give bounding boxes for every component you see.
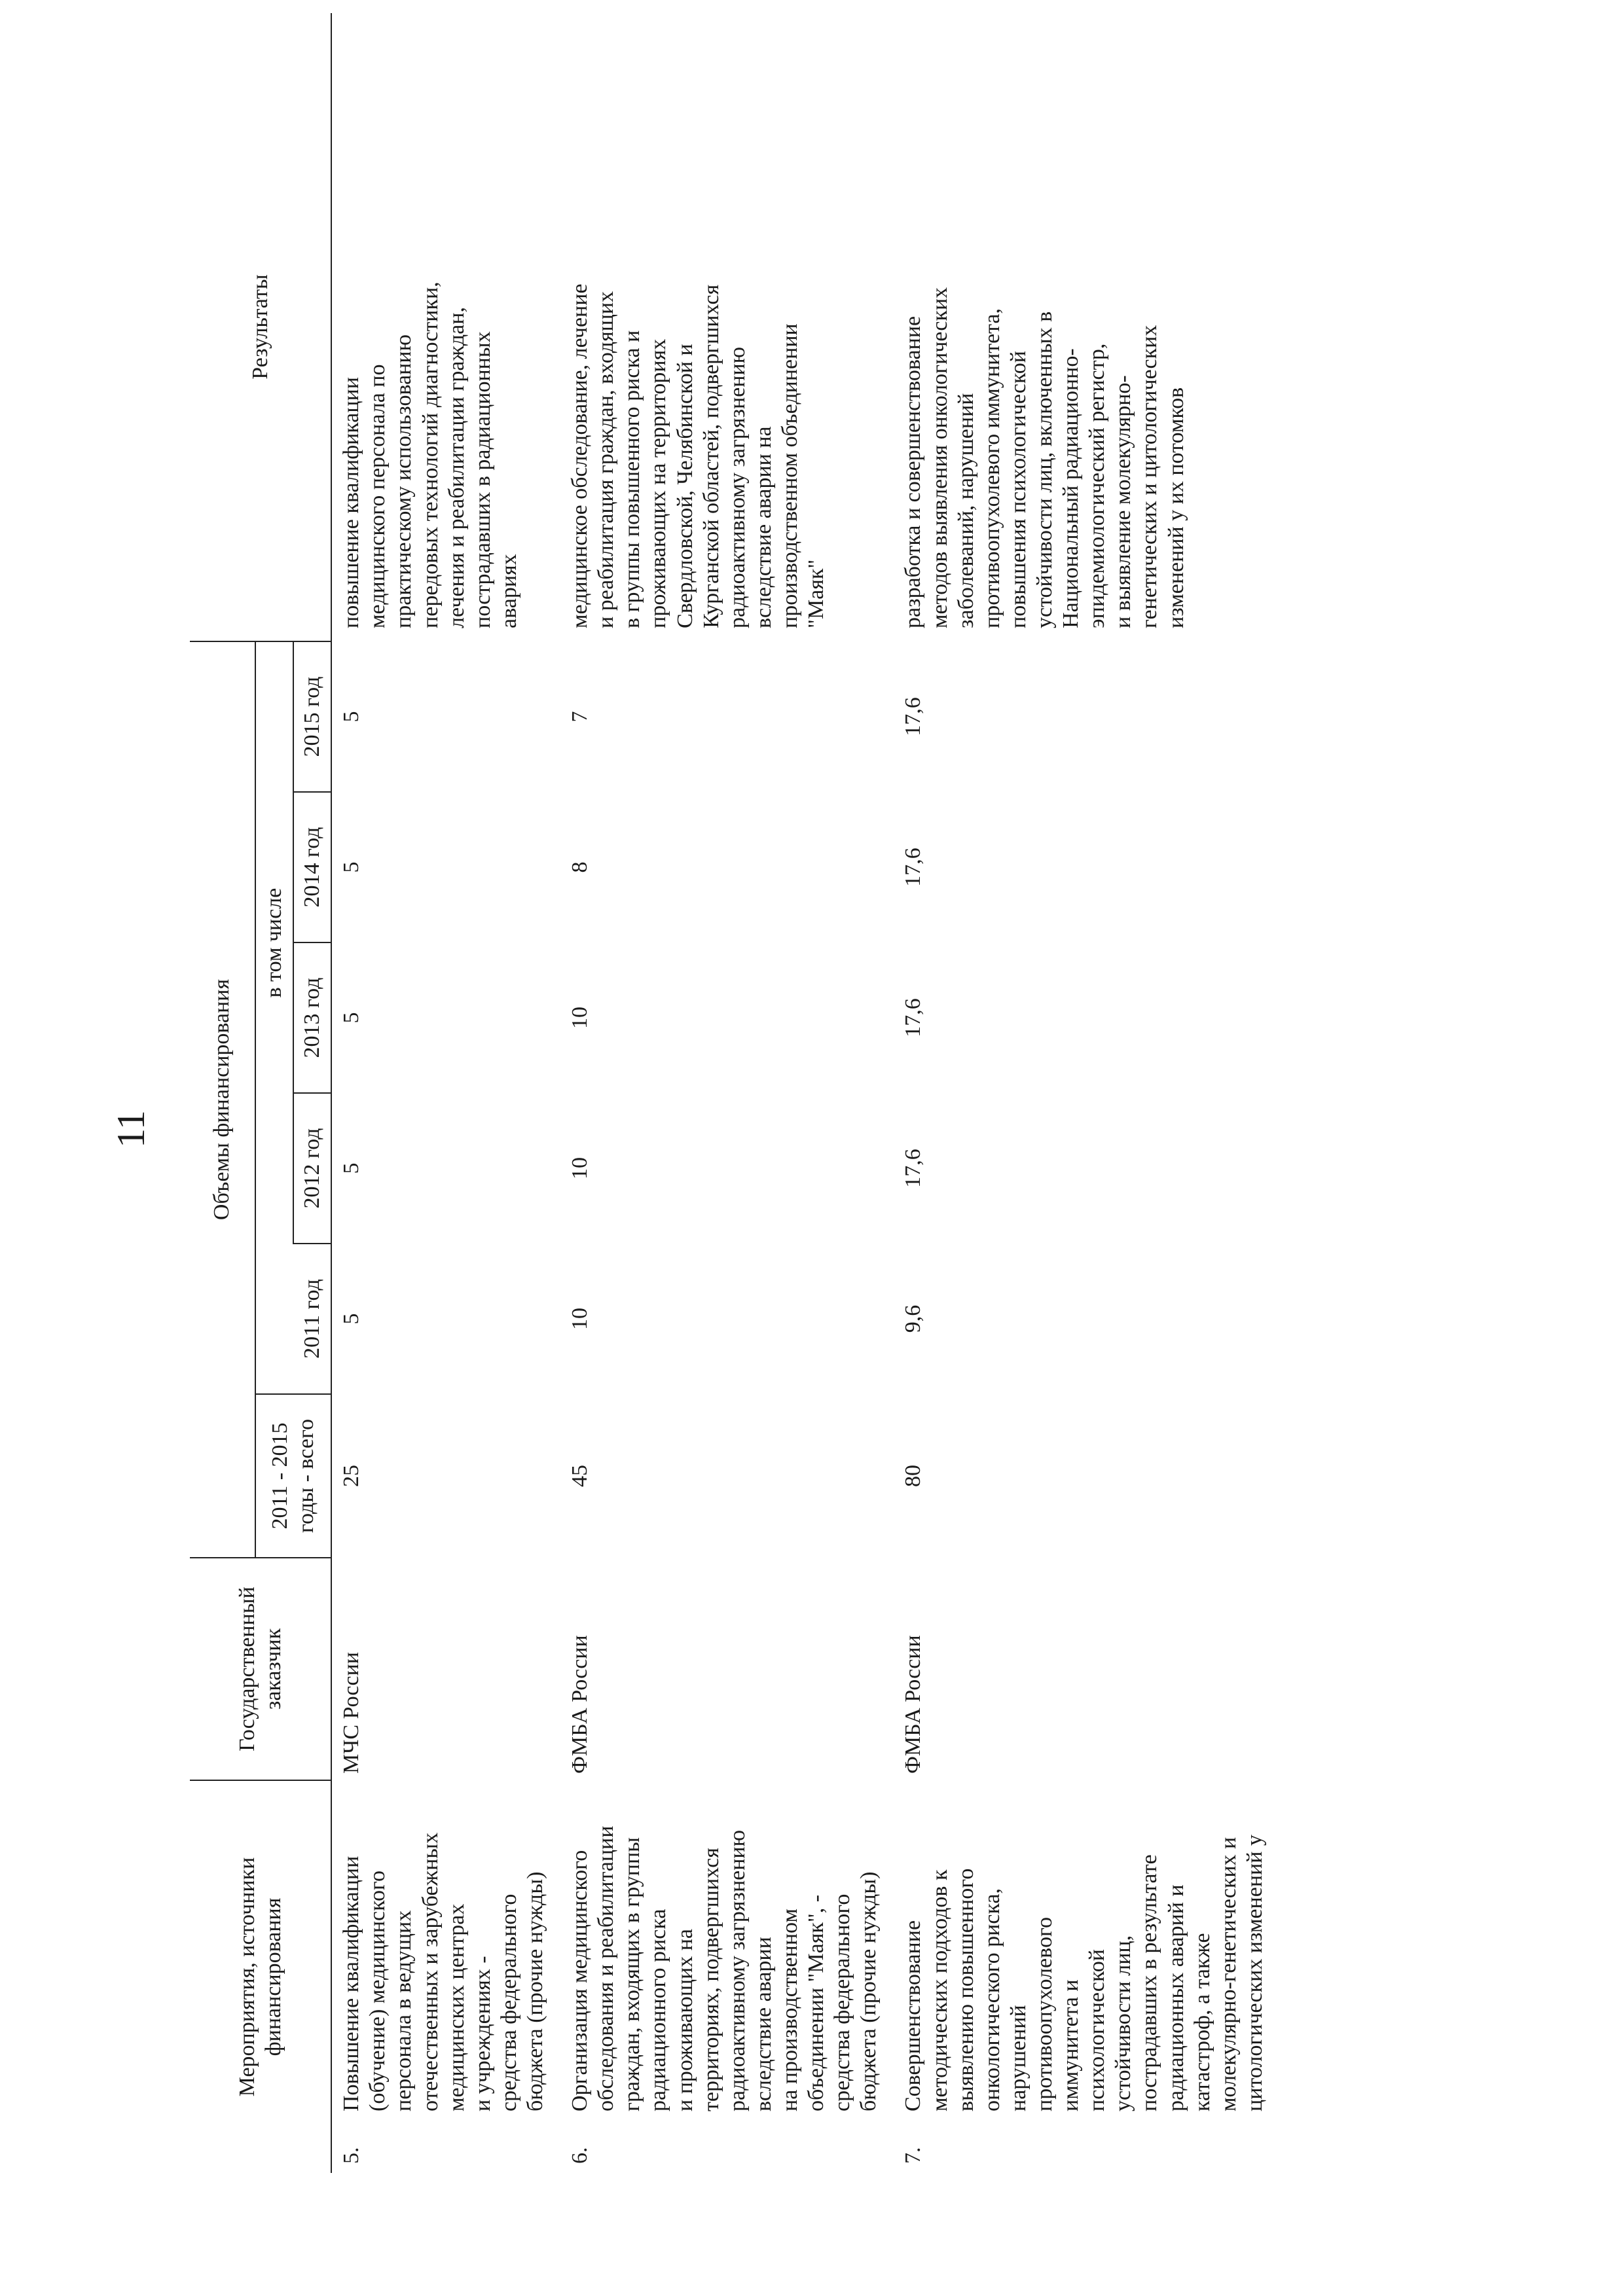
result-line: повышения психологической <box>1006 351 1030 628</box>
year-value-cell: 5 <box>339 1162 364 1174</box>
activity-line: обследования и реабилитации <box>594 1825 619 2111</box>
result-line: авариях <box>496 554 521 628</box>
activity-line: отечественных и зарубежных <box>418 1832 443 2111</box>
result-line: "Маяк" <box>804 559 829 628</box>
activity-line: Повышение квалификации <box>339 1856 364 2111</box>
header-including: в том числе <box>255 641 293 1244</box>
activity-line: радиоактивному загрязнению <box>725 1829 750 2111</box>
table-body <box>331 13 1280 2173</box>
header-year-2011: 2011 год <box>293 1244 331 1394</box>
header-financing: Объемы финансирования <box>190 641 255 1558</box>
result-line: генетических и цитологических <box>1137 325 1162 628</box>
result-cell <box>560 13 894 641</box>
header-year-2013: 2013 год <box>293 942 331 1093</box>
activity-line: (обучение) медицинского <box>365 1870 390 2111</box>
result-line: практическому использованию <box>392 334 416 628</box>
activity-line: иммунитета и <box>1059 1979 1084 2111</box>
result-line: Курганской областей, подвергшихся <box>699 284 723 628</box>
header-activities: Мероприятия, источники финансирования <box>190 1780 331 2173</box>
activity-line: онкологического риска, <box>979 1888 1004 2111</box>
activity-line: молекулярно-генетических и <box>1216 1837 1241 2111</box>
result-line: передовых технологий диагностики, <box>418 281 443 628</box>
result-line: и реабилитация граждан, входящих <box>594 291 619 628</box>
customer-cell: ФМБА России <box>568 1635 593 1774</box>
result-line: противоопухолевого иммунитета, <box>979 308 1004 628</box>
rotated-page-content <box>190 13 1421 2173</box>
result-line: вследствие аварии на <box>751 426 776 628</box>
result-line: пострадавших в радиационных <box>470 331 495 628</box>
header-results: Результаты <box>190 13 331 641</box>
activity-line: вследствие аварии <box>751 1937 776 2111</box>
activity-line: на производственном <box>777 1909 802 2111</box>
year-value-cell: 8 <box>568 861 593 873</box>
result-line: радиоактивному загрязнению <box>725 346 750 628</box>
result-line: устойчивости лиц, включенных в <box>1032 311 1057 628</box>
activity-cell <box>331 1780 560 2121</box>
year-value-cell: 17,6 <box>901 998 926 1037</box>
header-year-2012: 2012 год <box>293 1093 331 1244</box>
activity-line: выявлению повышенного <box>953 1868 978 2111</box>
activity-line: и проживающих на <box>672 1929 697 2111</box>
table-header <box>190 13 331 2173</box>
activity-line: противоопухолевого <box>1032 1916 1057 2111</box>
activity-line: пострадавших в результате <box>1137 1854 1162 2111</box>
activity-line: психологической <box>1085 1949 1110 2111</box>
activity-line: бюджета (прочие нужды) <box>522 1871 547 2111</box>
year-value-cell: 5 <box>339 1012 364 1024</box>
activity-line: устойчивости лиц, <box>1111 1935 1136 2111</box>
year-value-cell: 7 <box>568 711 593 723</box>
customer-cell: ФМБА России <box>901 1635 926 1774</box>
activity-line: средства федерального <box>830 1893 855 2111</box>
year-value-cell: 5 <box>339 861 364 873</box>
result-line: повышение квалификации <box>339 377 364 628</box>
result-line: эпидемиологический регистр, <box>1085 343 1110 628</box>
result-line: Свердловской, Челябинской и <box>672 344 697 628</box>
year-value-cell: 5 <box>339 1313 364 1325</box>
row-number: 6. <box>568 2147 593 2164</box>
year-value-cell: 17,6 <box>901 1149 926 1188</box>
activity-line: радиационного риска <box>646 1909 671 2111</box>
result-line: заболеваний, нарушений <box>953 393 978 628</box>
activity-line: нарушений <box>1006 2005 1030 2111</box>
activity-line: территориях, подвергшихся <box>699 1848 723 2111</box>
year-value-cell: 10 <box>568 1007 593 1029</box>
year-value-cell: 5 <box>339 711 364 723</box>
result-cell <box>331 13 560 641</box>
activity-line: катастроф, а также <box>1190 1933 1214 2111</box>
table-row <box>560 13 894 2173</box>
activity-cell <box>894 1780 1280 2121</box>
activity-line: и учреждениях - <box>470 1956 495 2111</box>
activity-line: методических подходов к <box>927 1869 952 2111</box>
result-line: лечения и реабилитации граждан, <box>444 307 469 628</box>
activity-line: средства федерального <box>496 1893 521 2111</box>
result-line: проживающих на территориях <box>646 338 671 628</box>
activity-cell <box>560 1780 894 2121</box>
table-row <box>894 13 1280 2173</box>
result-line: и выявление молекулярно- <box>1111 375 1136 628</box>
activity-line: бюджета (прочие нужды) <box>856 1871 881 2111</box>
header-year-2015: 2015 год <box>293 641 331 792</box>
page-number: 11 <box>109 1110 153 1148</box>
total-cell: 25 <box>339 1465 364 1487</box>
header-customer: Государственный заказчик <box>190 1558 331 1780</box>
header-total: 2011 - 2015 годы - всего <box>255 1394 331 1558</box>
year-value-cell: 9,6 <box>901 1304 926 1333</box>
result-line: Национальный радиационно- <box>1059 348 1084 628</box>
result-line: изменений у их потомков <box>1163 387 1188 628</box>
total-cell: 45 <box>568 1465 593 1487</box>
row-number: 5. <box>339 2147 364 2164</box>
table-row <box>331 13 560 2173</box>
financing-table <box>190 13 1280 2173</box>
result-line: производственном объединении <box>777 323 802 628</box>
result-line: медицинское обследование, лечение <box>568 283 593 628</box>
year-value-cell: 10 <box>568 1157 593 1179</box>
activity-line: персонала в ведущих <box>392 1910 416 2111</box>
year-value-cell: 17,6 <box>901 697 926 736</box>
row-number: 7. <box>901 2147 926 2164</box>
header-year-2014: 2014 год <box>293 792 331 942</box>
activity-line: Организация медицинского <box>568 1850 593 2111</box>
year-value-cell: 10 <box>568 1308 593 1330</box>
activity-line: цитологических изменений у <box>1242 1835 1267 2111</box>
customer-cell: МЧС России <box>339 1652 364 1774</box>
result-cell <box>894 13 1280 641</box>
total-cell: 80 <box>901 1465 926 1487</box>
activity-line: Совершенствование <box>901 1920 926 2111</box>
activity-line: объединении "Маяк", - <box>804 1894 829 2111</box>
result-line: медицинского персонала по <box>365 364 390 628</box>
activity-line: граждан, входящих в группы <box>620 1837 645 2111</box>
year-value-cell: 17,6 <box>901 848 926 887</box>
result-line: методов выявления онкологических <box>927 287 952 628</box>
activity-line: медицинских центрах <box>444 1903 469 2111</box>
result-line: разработка и совершенствование <box>901 315 926 628</box>
activity-line: радиационных аварий и <box>1163 1884 1188 2111</box>
result-line: в группы повышенного риска и <box>620 330 645 628</box>
